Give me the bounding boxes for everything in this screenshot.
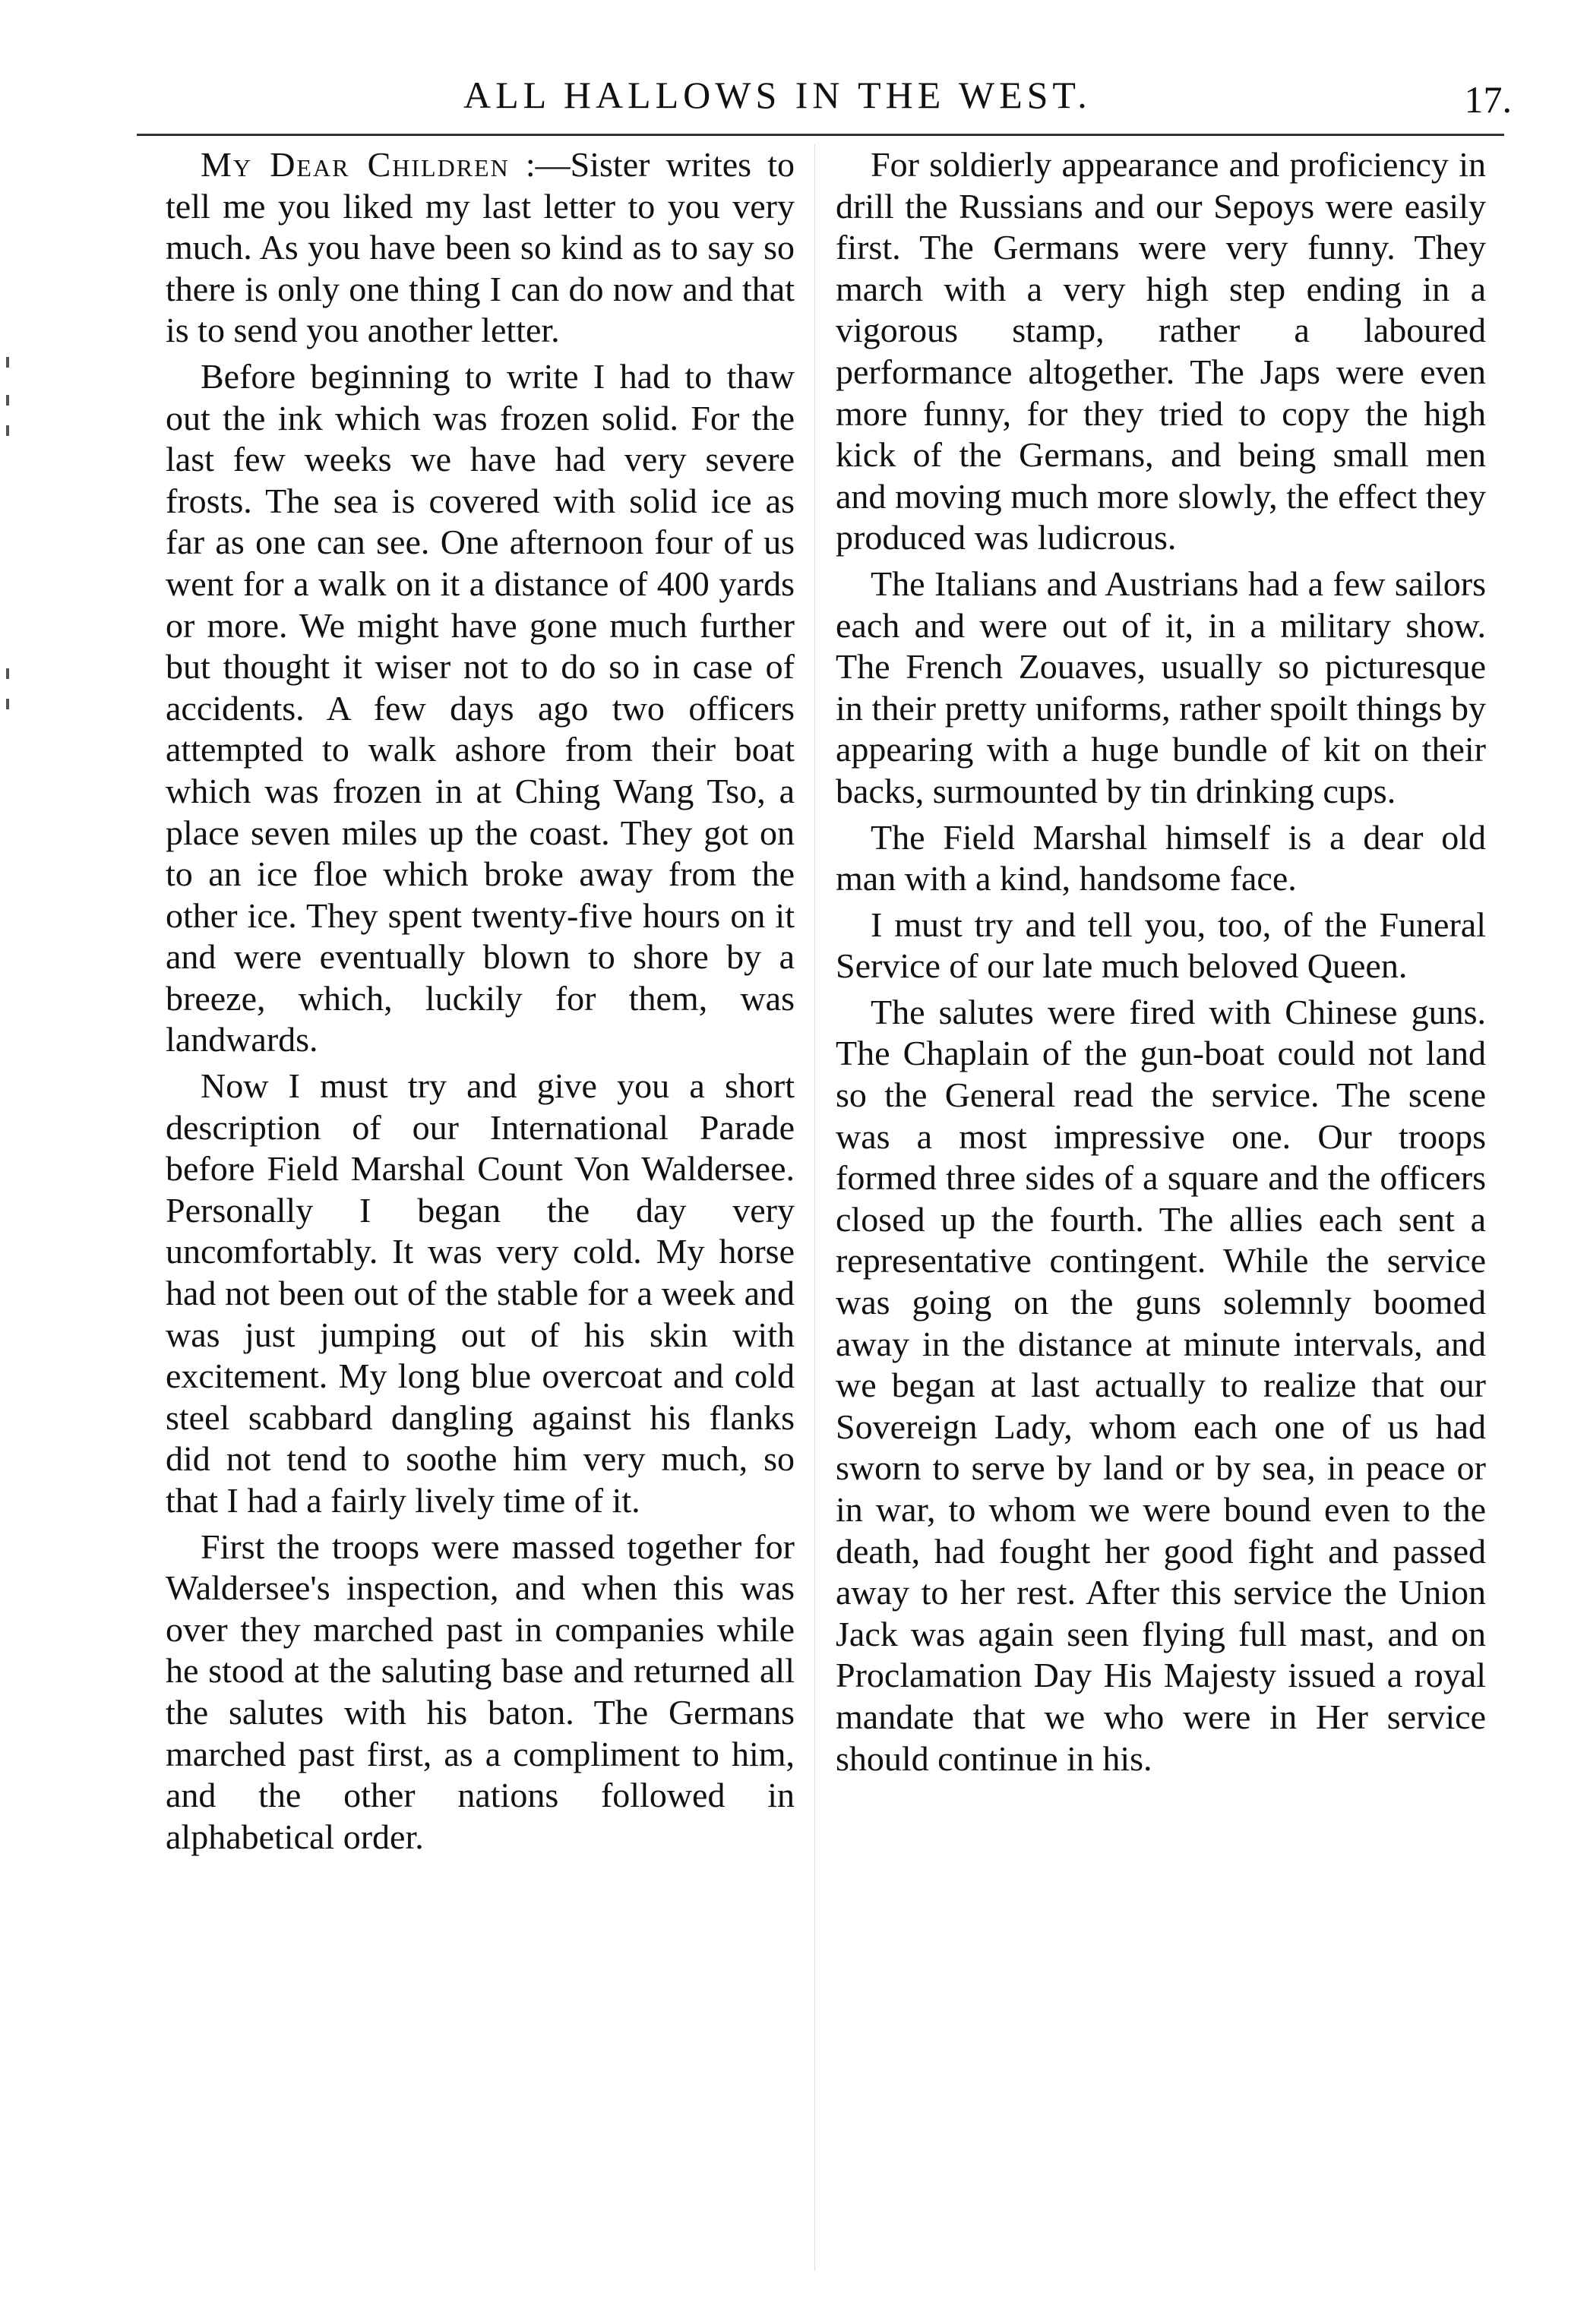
page-header <box>114 73 1512 134</box>
header-rule <box>137 134 1504 136</box>
page-number: 17. <box>1464 78 1512 121</box>
paragraph: Now I must try and give you a short description of our International Parade before Field Marshal Count Von Waldersee. Personally I began the day very uncomfortably. It was very cold. My horse had not been out of the stable for a week and was just jumping out of his skin with excitement. My long blue overcoat and cold steel scabbard dangling against his flanks did not tend to soothe him very much, so that I had a fairly lively time of it. <box>166 1066 795 1520</box>
margin-tick <box>6 425 9 436</box>
running-title: ALL HALLOWS IN THE WEST. <box>463 74 1092 116</box>
margin-tick <box>6 395 9 406</box>
letter-opening-paragraph <box>166 144 795 352</box>
paragraph: The salutes were fired with Chinese guns. The Chaplain of the gun-boat could not land so the General read the service. The scene was a most impressive one. Our troops formed three sides of a square and the officers closed up the fourth. The allies each sent a representative contingent. While the service was going on the guns solemnly boomed away in the distance at minute intervals, and we began at last actually to realize that our Sovereign Lady, whom each one of us had sworn to serve by land or by sea, in peace or in war, to whom we were bound even to the death, had fought her good fight and passed away to her rest. After this service the Union Jack was again seen flying full mast, and on Proclamation Day His Majesty issued a royal mandate that we who were in Her service should continue in his. <box>836 992 1486 1778</box>
margin-tick <box>6 357 9 368</box>
margin-tick <box>6 699 9 709</box>
paragraph: The Field Marshal himself is a dear old man with a kind, handsome face. <box>836 817 1486 898</box>
right-column <box>836 144 1486 1784</box>
paragraph: Before beginning to write I had to thaw out the ink which was frozen solid. For the last few weeks we have had very severe frosts. The sea is covered with solid ice as far as one can see. One afternoon four of us went for a walk on it a distance of 400 yards or more. We might have gone much further but thought it wiser not to do so in case of accidents. A few days ago two officers attempted to walk ashore from their boat which was frozen in at Ching Wang Tso, a place seven miles up the coast. They got on to an ice floe which broke away from the other ice. They spent twenty-five hours on it and were eventually blown to shore by a breeze, which, luckily for them, was landwards. <box>166 356 795 1059</box>
paragraph: The Italians and Austrians had a few sailors each and were out of it, in a military show. The French Zouaves, usually so picturesque in their pretty uniforms, rather spoilt things by appearing with a huge bundle of kit on their backs, surmounted by tin drinking cups. <box>836 564 1486 810</box>
margin-tick <box>6 668 9 679</box>
paragraph: I must try and tell you, too, of the Funeral Service of our late much beloved Queen. <box>836 905 1486 986</box>
left-column <box>166 144 795 1862</box>
salutation: My Dear Children <box>201 145 510 184</box>
paragraph: For soldierly appearance and proficiency in drill the Russians and our Sepoys were easily first. The Germans were very funny. They march with a very high step ending in a vigorous stamp, rather a laboured performance altogether. The Japs were even more funny, for they tried to copy the high kick of the Germans, and being small men and moving much more slowly, the effect they produced was ludicrous. <box>836 145 1486 557</box>
opening-text: :—Sister writes to tell me you liked my last letter to you very much. As you have been so kind as to say so there is only one thing I can do now and that is to send you another letter. <box>166 145 795 350</box>
column-divider <box>814 144 815 2271</box>
margin-artifacts <box>0 0 30 2324</box>
paragraph: First the troops were massed together for Waldersee's inspection, and when this was over they marched past in companies while he stood at the saluting base and returned all the salutes with his baton. The Germans marched past first, as a compliment to him, and the other nations followed in alphabetical order. <box>166 1527 795 1856</box>
